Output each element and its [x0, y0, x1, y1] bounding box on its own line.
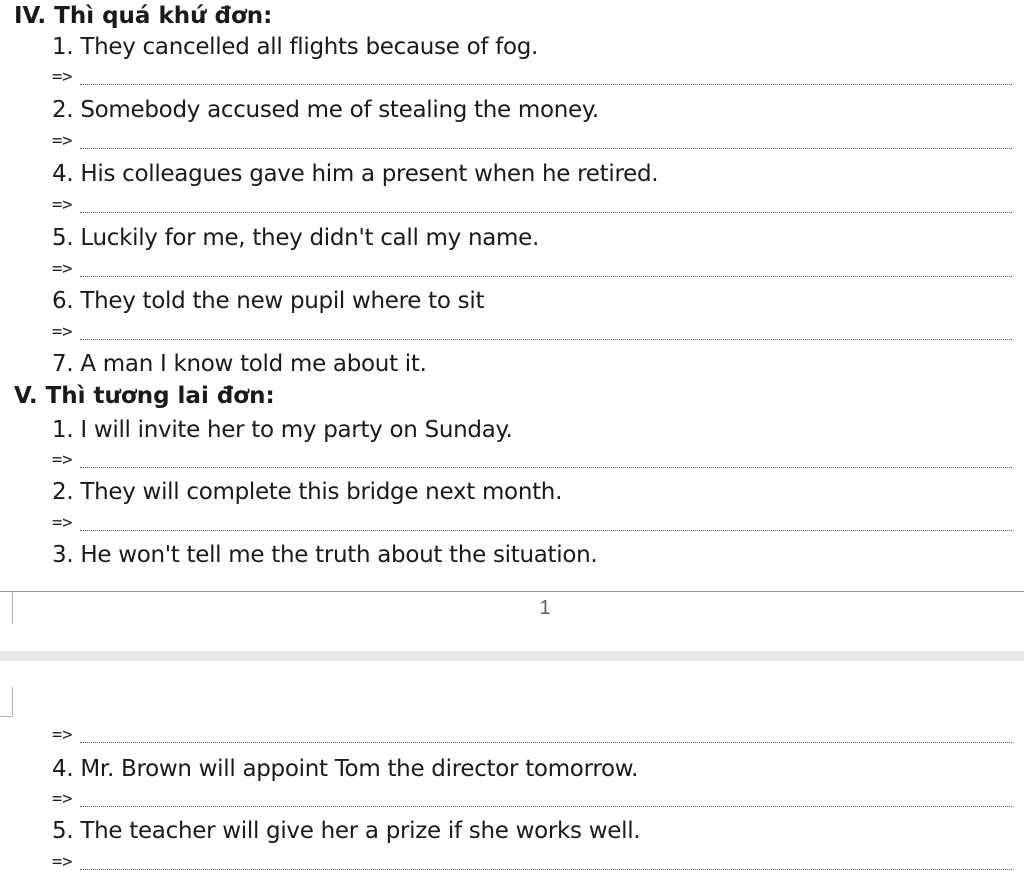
answer-arrow: =>: [52, 852, 73, 872]
answer-dotted-line: [80, 530, 1012, 531]
page-margin-marker: [0, 687, 13, 717]
page-break-gap: [0, 651, 1024, 661]
answer-arrow: =>: [52, 195, 73, 215]
answer-dotted-line: [80, 806, 1012, 807]
answer-line[interactable]: [52, 724, 1012, 746]
answer-arrow: =>: [52, 67, 73, 87]
page-number: 1: [539, 597, 551, 619]
exercise-sentence: 1. I will invite her to my party on Sunday.: [52, 417, 513, 443]
answer-arrow: =>: [52, 789, 73, 809]
footer-divider: [0, 591, 1024, 592]
exercise-sentence: 2. Somebody accused me of stealing the money.: [52, 97, 599, 123]
answer-arrow: =>: [52, 450, 73, 470]
answer-line[interactable]: [52, 512, 1012, 534]
answer-line[interactable]: [52, 258, 1012, 280]
exercise-sentence: 4. His colleagues gave him a present when he retired.: [52, 161, 659, 187]
answer-dotted-line: [80, 467, 1012, 468]
exercise-sentence: 2. They will complete this bridge next month.: [52, 479, 563, 505]
answer-arrow: =>: [52, 131, 73, 151]
answer-dotted-line: [80, 148, 1012, 149]
exercise-sentence: 5. The teacher will give her a prize if she works well.: [52, 818, 641, 844]
answer-dotted-line: [80, 869, 1012, 870]
answer-line[interactable]: [52, 66, 1012, 88]
answer-arrow: =>: [52, 322, 73, 342]
exercise-sentence: 1. They cancelled all flights because of fog.: [52, 34, 539, 60]
exercise-sentence: 4. Mr. Brown will appoint Tom the director tomorrow.: [52, 756, 639, 782]
answer-line[interactable]: [52, 449, 1012, 471]
answer-line[interactable]: [52, 130, 1012, 152]
answer-line[interactable]: [52, 194, 1012, 216]
answer-arrow: =>: [52, 259, 73, 279]
answer-dotted-line: [80, 742, 1012, 743]
answer-line[interactable]: [52, 788, 1012, 810]
exercise-sentence: 5. Luckily for me, they didn't call my name.: [52, 225, 540, 251]
answer-dotted-line: [80, 339, 1012, 340]
answer-line[interactable]: [52, 321, 1012, 343]
answer-arrow: =>: [52, 725, 73, 745]
answer-dotted-line: [80, 212, 1012, 213]
answer-line[interactable]: [52, 851, 1012, 873]
exercise-sentence: 6. They told the new pupil where to sit: [52, 288, 485, 314]
exercise-sentence: 3. He won't tell me the truth about the situation.: [52, 542, 598, 568]
section-heading-future-simple: V. Thì tương lai đơn:: [14, 383, 275, 409]
answer-dotted-line: [80, 276, 1012, 277]
answer-arrow: =>: [52, 513, 73, 533]
exercise-sentence: 7. A man I know told me about it.: [52, 351, 427, 377]
answer-dotted-line: [80, 84, 1012, 85]
section-heading-past-simple: IV. Thì quá khứ đơn:: [14, 3, 273, 29]
